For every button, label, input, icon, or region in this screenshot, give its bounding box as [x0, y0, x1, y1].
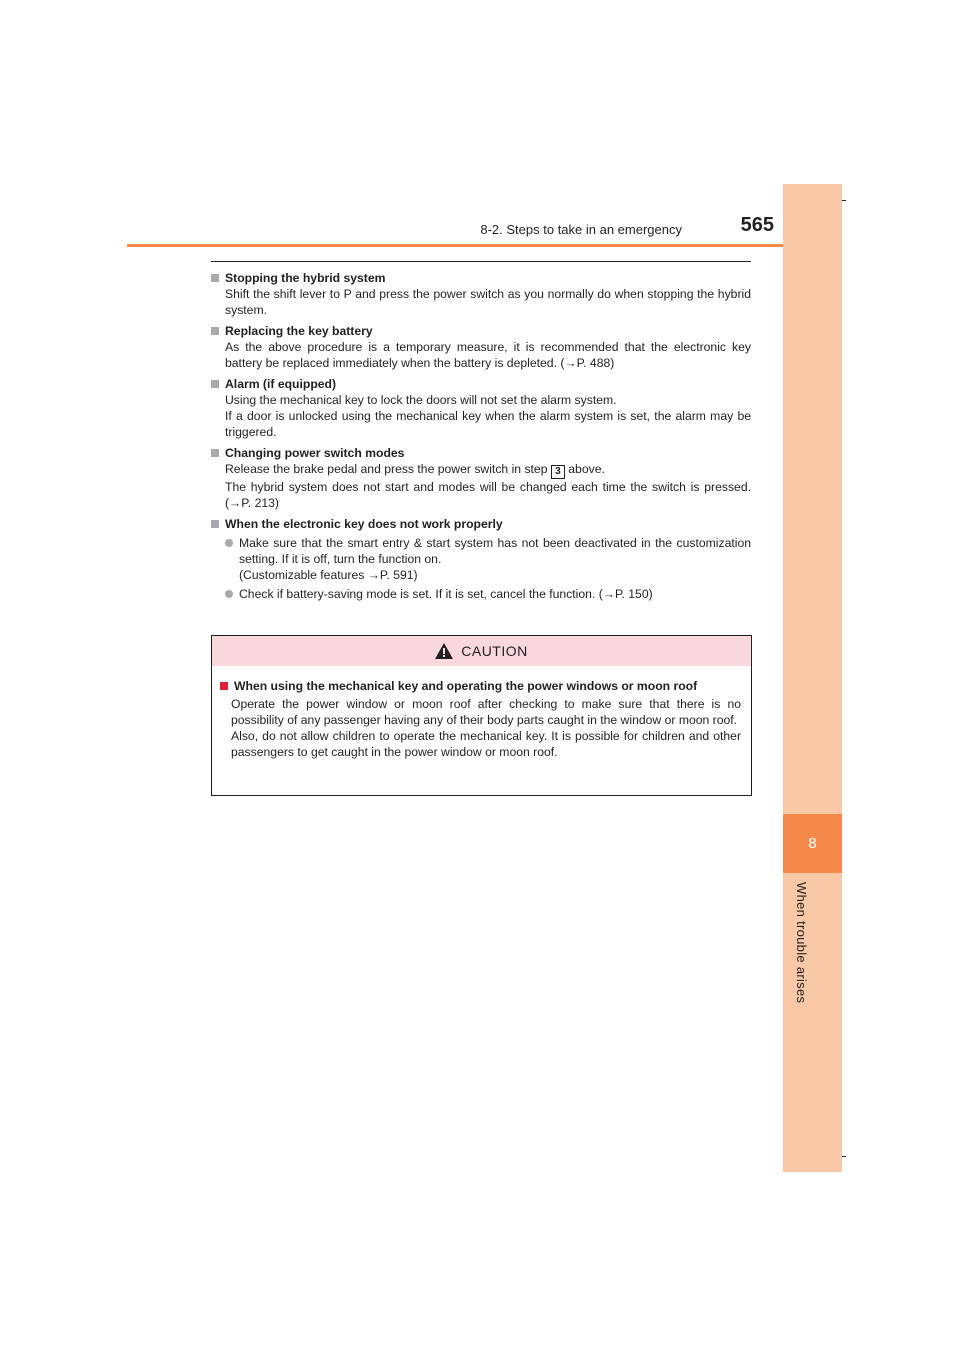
square-bullet-icon	[211, 380, 219, 388]
list-item: Check if battery-saving mode is set. If it is set, cancel the function. (→P. 150)	[211, 586, 751, 602]
section-title: Replacing the key battery	[211, 323, 751, 339]
section-text: If a door is unlocked using the mechanical key when the alarm system is set, the alarm may be triggered.	[225, 409, 751, 439]
section-header-title: 8-2. Steps to take in an emergency	[480, 222, 682, 237]
chapter-title: When trouble arises	[794, 882, 809, 1004]
square-bullet-icon	[211, 274, 219, 282]
red-square-bullet-icon	[220, 682, 228, 690]
page-number: 565	[740, 214, 774, 236]
caution-label: CAUTION	[461, 643, 528, 659]
caution-header	[212, 636, 751, 666]
square-bullet-icon	[211, 520, 219, 528]
list-item: Make sure that the smart entry & start system has not been deactivated in the customization setting. If it is off, turn the function on. (Customizable features →P. 591)	[211, 535, 751, 583]
section-text: Using the mechanical key to lock the doors will not set the alarm system.	[225, 393, 617, 407]
section-text: Shift the shift lever to P and press the power switch as you normally do when stopping the hybrid system.	[225, 287, 751, 317]
caution-text: Also, do not allow children to operate the mechanical key. It is possible for children and other passengers to get caught in the power window or moon roof.	[231, 729, 741, 759]
caution-title: When using the mechanical key and operating the power windows or moon roof	[220, 678, 741, 694]
square-bullet-icon	[211, 327, 219, 335]
section-text: The hybrid system does not start and modes will be changed each time the switch is pressed. (→P. 213)	[225, 480, 751, 510]
round-bullet-icon	[225, 539, 233, 547]
section-electronic-key	[211, 516, 751, 602]
section-text: Release the brake pedal and press the power switch in step 3 above.	[225, 462, 605, 477]
chapter-number: 8	[808, 835, 817, 852]
header-divider	[127, 244, 842, 247]
section-alarm	[211, 376, 751, 440]
chapter-tab[interactable]	[783, 814, 842, 873]
step-number-box: 3	[551, 465, 565, 479]
section-replacing-battery	[211, 323, 751, 371]
caution-body	[212, 666, 751, 760]
section-title: Alarm (if equipped)	[211, 376, 751, 392]
section-title: Changing power switch modes	[211, 445, 751, 461]
warning-triangle-icon	[435, 643, 453, 659]
square-bullet-icon	[211, 449, 219, 457]
section-text: As the above procedure is a temporary measure, it is recommended that the electronic key battery be replaced immediately when the battery is depleted. (→P. 488)	[225, 340, 751, 370]
round-bullet-icon	[225, 590, 233, 598]
section-stopping-hybrid	[211, 270, 751, 318]
caution-box	[211, 635, 752, 796]
section-power-switch-modes	[211, 445, 751, 511]
chapter-sidebar	[783, 184, 842, 1172]
section-title: When the electronic key does not work properly	[211, 516, 751, 532]
caution-text: Operate the power window or moon roof after checking to make sure that there is no possibility of any passenger having any of their body parts caught in the window or moon roof.	[231, 697, 741, 727]
section-title: Stopping the hybrid system	[211, 270, 751, 286]
main-content	[211, 261, 751, 607]
